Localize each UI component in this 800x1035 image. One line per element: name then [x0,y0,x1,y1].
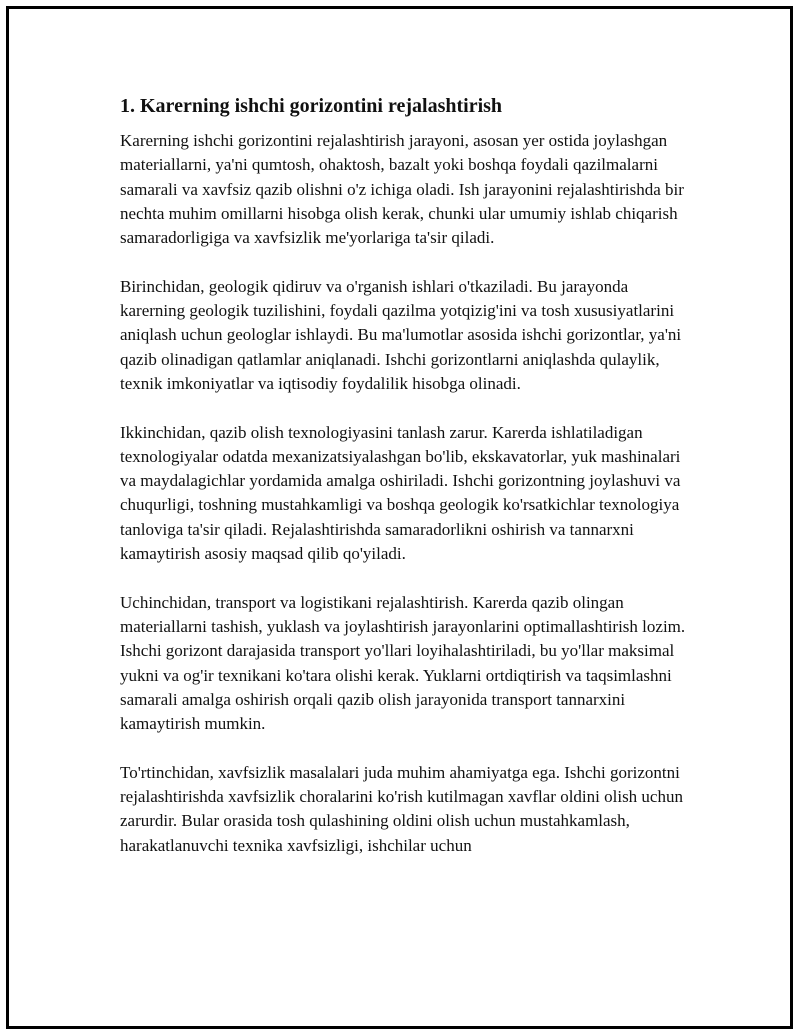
document-title: 1. Karerning ishchi gorizontini rejalashtirish [120,95,503,117]
paragraph-intro: Karerning ishchi gorizontini rejalashtirish jarayoni, asosan yer ostida joylashgan materiallarni, ya'ni qumtosh, ohaktosh, bazalt yoki boshqa foydali qazilmalarni samarali va xavfsiz qazib olishni o'z ichiga oladi. Ish jarayonini rejalashtirishda bir nechta muhim omillarni hisobga olish kerak, chunki ular umumiy ishlab chiqarish samaradorligiga va xavfsizlik me'yorlariga ta'sir qiladi. [120,131,684,248]
document-body [110,93,695,882]
paragraph-second: Ikkinchidan, qazib olish texnologiyasini tanlash zarur. Karerda ishlatiladigan texnologiyalar odatda mexanizatsiyalashgan bo'lib, ekskavatorlar, yuk mashinalari va maydalagichlar yordamida amalga oshiriladi. Ishchi gorizontning joylashuvi va chuqurligi, toshning mustahkamligi va boshqa geologik ko'rsatkichlar texnologiya tanloviga ta'sir qiladi. Rejalashtirishda samaradorlikni oshirish va tannarxni kamaytirish asosiy maqsad qilib qo'yiladi. [120,422,681,564]
paragraph-first: Birinchidan, geologik qidiruv va o'rganish ishlari o'tkaziladi. Bu jarayonda karerning geologik tuzilishini, foydali qazilma yotqizig'ini va tosh xususiyatlarini aniqlash uchun geologlar ishlaydi. Bu ma'lumotlar asosida ishchi gorizontlar, ya'ni qazib olinadigan qatlamlar aniqlanadi. Ishchi gorizontlarni aniqlashda qulaylik, texnik imkoniyatlar va iqtisodiy foydalilik hisobga olinadi. [120,276,682,393]
paragraph-fourth: To'rtinchidan, xavfsizlik masalalari juda muhim ahamiyatga ega. Ishchi gorizontni rejalashtirishda xavfsizlik choralarini ko'rish kutilmagan xavflar oldini olish uchun zarurdir. Bular orasida tosh qulashining oldini olish uchun mustahkamlash, harakatlanuvchi texnika xavfsizligi, ishchilar uchun [120,762,683,855]
paragraph-third: Uchinchidan, transport va logistikani rejalashtirish. Karerda qazib olingan materiallarni tashish, yuklash va joylashtirish jarayonlarini optimallashtirish lozim. Ishchi gorizont darajasida transport yo'llari loyihalashtiriladi, bu yo'llar maksimal yukni va og'ir texnikani ko'tara olishi kerak. Yuklarni ortdiqtirish va taqsimlashni samarali amalga oshirish orqali qazib olish jarayonida transport tannarxini kamaytirish mumkin. [120,592,686,734]
